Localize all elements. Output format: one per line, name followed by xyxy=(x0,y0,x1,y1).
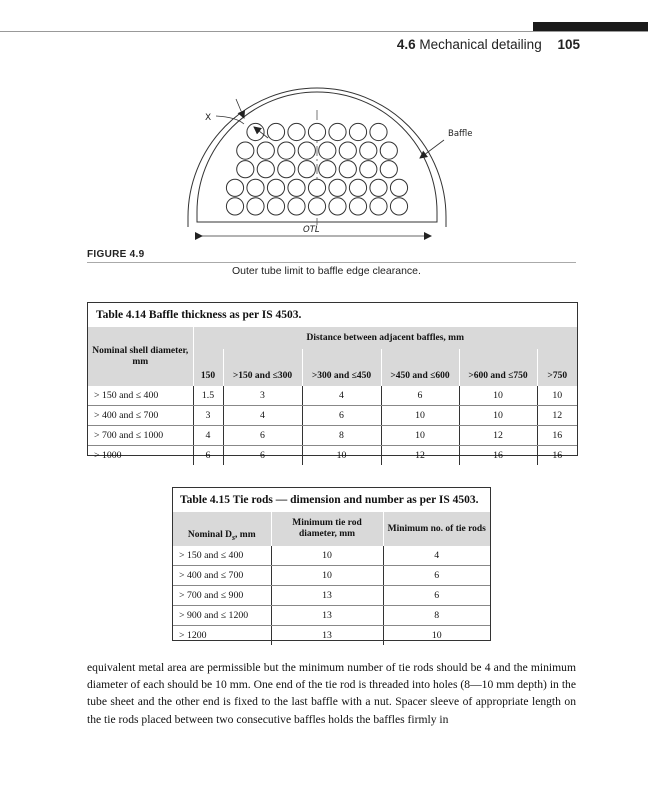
tube-hole xyxy=(390,198,407,215)
tube-hole xyxy=(380,142,397,159)
column-header: >450 and ≤600 xyxy=(381,349,459,386)
column-header: >750 xyxy=(537,349,577,386)
table-cell: 6 xyxy=(193,446,223,466)
tube-hole xyxy=(349,123,366,140)
table-grid xyxy=(88,327,577,465)
tube-hole xyxy=(329,198,346,215)
table-cell: > 1000 xyxy=(88,446,193,466)
tube-hole xyxy=(257,161,274,178)
tube-hole xyxy=(288,179,305,196)
table-row xyxy=(173,566,490,586)
tube-hole xyxy=(267,198,284,215)
tube-hole xyxy=(237,161,254,178)
table-cell: 4 xyxy=(383,546,490,566)
span-header: Distance between adjacent baffles, mm xyxy=(193,327,577,349)
table-cell: 10 xyxy=(459,406,537,426)
section-title: Mechanical detailing xyxy=(419,37,542,52)
table-cell: 8 xyxy=(302,426,381,446)
tube-hole xyxy=(329,179,346,196)
baffle-thickness-table xyxy=(87,302,578,461)
table-cell: 10 xyxy=(381,426,459,446)
table-cell: 13 xyxy=(271,586,383,606)
row-header: Nominal shell diameter, mm xyxy=(88,327,193,386)
table-cell: 10 xyxy=(271,546,383,566)
table-cell: 3 xyxy=(223,386,302,406)
tube-hole xyxy=(226,198,243,215)
table-row xyxy=(173,606,490,626)
tie-rods-table xyxy=(172,487,491,641)
figure-caption: Outer tube limit to baffle edge clearance. xyxy=(232,265,421,277)
table-cell: > 150 and ≤ 400 xyxy=(173,546,271,566)
baffle-label: Baffle xyxy=(448,129,473,139)
table-caption: Table 4.14 Baffle thickness as per IS 4503. xyxy=(96,309,302,321)
table-cell: > 400 and ≤ 700 xyxy=(88,406,193,426)
table-cell: 6 xyxy=(383,566,490,586)
table-cell: 4 xyxy=(302,386,381,406)
table-cell: 10 xyxy=(459,386,537,406)
table-cell: 4 xyxy=(223,406,302,426)
tube-hole xyxy=(247,198,264,215)
tube-hole xyxy=(360,161,377,178)
tube-hole xyxy=(247,123,264,140)
table-row xyxy=(173,586,490,606)
column-header-min-number: Minimum no. of tie rods xyxy=(383,512,490,546)
tube-hole xyxy=(319,161,336,178)
tube-hole xyxy=(349,179,366,196)
table-cell: > 900 and ≤ 1200 xyxy=(173,606,271,626)
tube-hole xyxy=(319,142,336,159)
table-cell: > 700 and ≤ 1000 xyxy=(88,426,193,446)
column-header: 150 xyxy=(193,349,223,386)
table-cell: 6 xyxy=(223,446,302,466)
column-header-rod-diameter: Minimum tie rod diameter, mm xyxy=(271,512,383,546)
tube-hole xyxy=(370,123,387,140)
table-cell: 6 xyxy=(302,406,381,426)
tube-hole xyxy=(380,161,397,178)
tube-hole xyxy=(288,123,305,140)
table-cell: 10 xyxy=(381,406,459,426)
baffle-figure xyxy=(0,0,648,250)
header-suffix: , mm xyxy=(235,530,256,541)
column-header: >300 and ≤450 xyxy=(302,349,381,386)
section-number: 4.6 xyxy=(396,37,416,52)
header-text: Nominal D xyxy=(187,530,232,541)
table-cell: 12 xyxy=(459,426,537,446)
table-cell: > 400 and ≤ 700 xyxy=(173,566,271,586)
table-row xyxy=(88,426,577,446)
table-cell: 16 xyxy=(552,450,563,461)
tube-hole xyxy=(390,179,407,196)
table-cell: 3 xyxy=(193,406,223,426)
table-cell: 10 xyxy=(271,566,383,586)
table-cell: 13 xyxy=(271,626,383,646)
tube-hole xyxy=(349,198,366,215)
header-subscript: s xyxy=(231,533,236,542)
tube-hole xyxy=(298,142,315,159)
tube-hole xyxy=(247,179,264,196)
table-cell: 6 xyxy=(383,586,490,606)
column-header: >150 and ≤300 xyxy=(223,349,302,386)
tube-hole xyxy=(308,179,325,196)
page-number: 105 xyxy=(557,37,580,52)
table-cell: 12 xyxy=(381,446,459,466)
otl-label: OTL xyxy=(303,225,320,235)
tube-hole xyxy=(267,123,284,140)
tube-hole xyxy=(370,179,387,196)
table-cell: 1.5 xyxy=(193,386,223,406)
figure-label: FIGURE 4.9 xyxy=(87,249,145,260)
table-cell: 4 xyxy=(193,426,223,446)
tube-hole xyxy=(278,142,295,159)
table-cell: 13 xyxy=(271,606,383,626)
tube-hole xyxy=(278,161,295,178)
table-row xyxy=(88,446,577,466)
column-header-nominal-diameter xyxy=(173,512,271,546)
tube-hole xyxy=(226,179,243,196)
column-header: >600 and ≤750 xyxy=(459,349,537,386)
body-paragraph: equivalent metal area are permissible but the minimum number of tie rods should be 4 and the minimum diameter of each should be 10 mm. One end of the tie rod is threaded into holes (8—10 mm depth) in the tube sheet and the other end is fixed to the last baffle with a nut. Spacer sleeve of appropriate length on the tie rods placed between two consecutive baffles holds the baffles firmly in xyxy=(87,661,576,726)
tube-hole xyxy=(339,142,356,159)
baffle-arrow xyxy=(420,140,444,158)
table-cell: > 1200 xyxy=(173,626,271,646)
tube-hole xyxy=(257,142,274,159)
table-caption: Table 4.15 Tie rods — dimension and number as per IS 4503. xyxy=(180,494,479,506)
table-cell: 16 xyxy=(459,446,537,466)
tube-hole xyxy=(339,161,356,178)
table-row xyxy=(88,386,577,406)
x-label: X xyxy=(205,113,212,123)
table-grid xyxy=(173,512,490,645)
table-cell: 16 xyxy=(537,426,577,446)
table-cell: 6 xyxy=(223,426,302,446)
tube-hole xyxy=(237,142,254,159)
tube-hole xyxy=(329,123,346,140)
table-cell: 6 xyxy=(381,386,459,406)
table-cell: > 700 and ≤ 900 xyxy=(173,586,271,606)
tube-hole xyxy=(298,161,315,178)
table-cell: 10 xyxy=(302,446,381,466)
tube-hole xyxy=(370,198,387,215)
tube-hole xyxy=(288,198,305,215)
figure-rule xyxy=(87,262,576,263)
table-cell: 10 xyxy=(431,630,442,641)
tube-hole xyxy=(360,142,377,159)
table-row xyxy=(173,546,490,566)
table-cell: 12 xyxy=(537,406,577,426)
table-row xyxy=(173,626,490,646)
table-cell: > 150 and ≤ 400 xyxy=(88,386,193,406)
tube-hole xyxy=(308,198,325,215)
tube-hole xyxy=(267,179,284,196)
tube-hole xyxy=(308,123,325,140)
table-cell: 10 xyxy=(537,386,577,406)
table-row xyxy=(88,406,577,426)
table-cell: 8 xyxy=(383,606,490,626)
